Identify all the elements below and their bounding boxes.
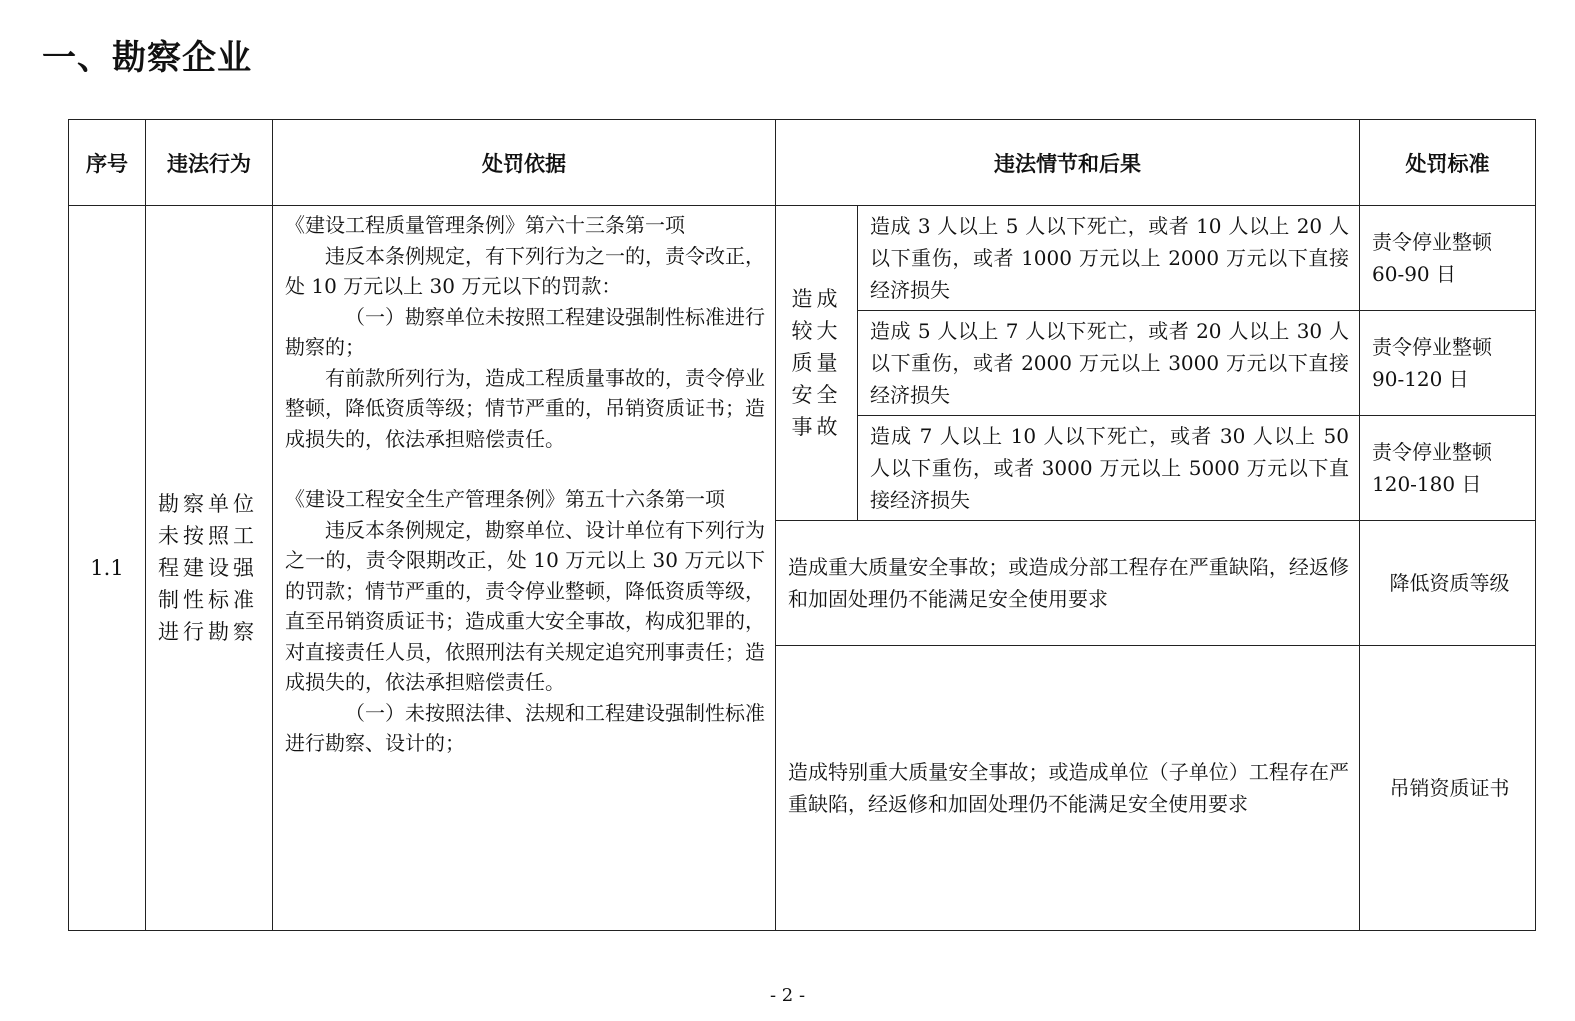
circumstance-cell: 造成重大质量安全事故；或造成分部工程存在严重缺陷，经返修和加固处理仍不能满足安全使用要求: [776, 521, 1360, 646]
penalty-table: [68, 119, 1536, 931]
law2-para: 违反本条例规定，勘察单位、设计单位有下列行为之一的，责令限期改正，处 10 万元以上 30 万元以下的罚款；情节严重的，责令停业整顿，降低资质等级，直至吊销资质证书；造成重大安全事故，构成犯罪的，对直接责任人员，依照刑法有关规定追究刑事责任；造成损失的，依法承担赔偿责任。: [285, 517, 765, 694]
penalty-cell: 责令停业整顿 120-180 日: [1360, 416, 1536, 521]
page-number: - 2 -: [769, 985, 806, 1006]
circumstance-cell: 造成 7 人以上 10 人以下死亡，或者 30 人以上 50 人以下重伤，或者 3000 万元以上 5000 万元以下直接经济损失: [858, 416, 1360, 521]
penalty-cell: 责令停业整顿 60-90 日: [1360, 206, 1536, 311]
basis-cell: [273, 206, 776, 931]
seq-cell: 1.1: [69, 206, 146, 931]
header-seq: 序号: [69, 120, 146, 206]
law2-title: 《建设工程安全生产管理条例》第五十六条第一项: [285, 487, 725, 511]
penalty-cell: 责令停业整顿 90-120 日: [1360, 311, 1536, 416]
law1-title: 《建设工程质量管理条例》第六十三条第一项: [285, 213, 685, 237]
table-row: [69, 206, 1536, 311]
section-heading: 一、勘察企业: [42, 38, 252, 78]
penalty-cell: 吊销资质证书: [1360, 646, 1536, 931]
penalty-cell: 降低资质等级: [1360, 521, 1536, 646]
circumstance-group-label: 造成较大质量安全事故: [776, 206, 858, 521]
header-penalty: 处罚标准: [1360, 120, 1536, 206]
header-behavior: 违法行为: [146, 120, 273, 206]
law1-para: 有前款所列行为，造成工程质量事故的，责令停业整顿，降低资质等级；情节严重的，吊销资质证书；造成损失的，依法承担赔偿责任。: [285, 365, 765, 451]
law1-item: （一）勘察单位未按照工程建设强制性标准进行勘察的；: [285, 304, 765, 359]
behavior-cell: 勘察单位未按照工程建设强制性标准进行勘察: [146, 206, 273, 931]
header-basis: 处罚依据: [273, 120, 776, 206]
circumstance-cell: 造成特别重大质量安全事故；或造成单位（子单位）工程存在严重缺陷，经返修和加固处理仍不能满足安全使用要求: [776, 646, 1360, 931]
law1-para: 违反本条例规定，有下列行为之一的，责令改正，处 10 万元以上 30 万元以下的罚款：: [285, 243, 765, 298]
header-circumstances: 违法情节和后果: [776, 120, 1360, 206]
circumstance-cell: 造成 5 人以上 7 人以下死亡，或者 20 人以上 30 人以下重伤，或者 2000 万元以上 3000 万元以下直接经济损失: [858, 311, 1360, 416]
table-header-row: [69, 120, 1536, 206]
law2-item: （一）未按照法律、法规和工程建设强制性标准进行勘察、设计的；: [285, 700, 765, 755]
circumstance-cell: 造成 3 人以上 5 人以下死亡，或者 10 人以上 20 人以下重伤，或者 1000 万元以上 2000 万元以下直接经济损失: [858, 206, 1360, 311]
